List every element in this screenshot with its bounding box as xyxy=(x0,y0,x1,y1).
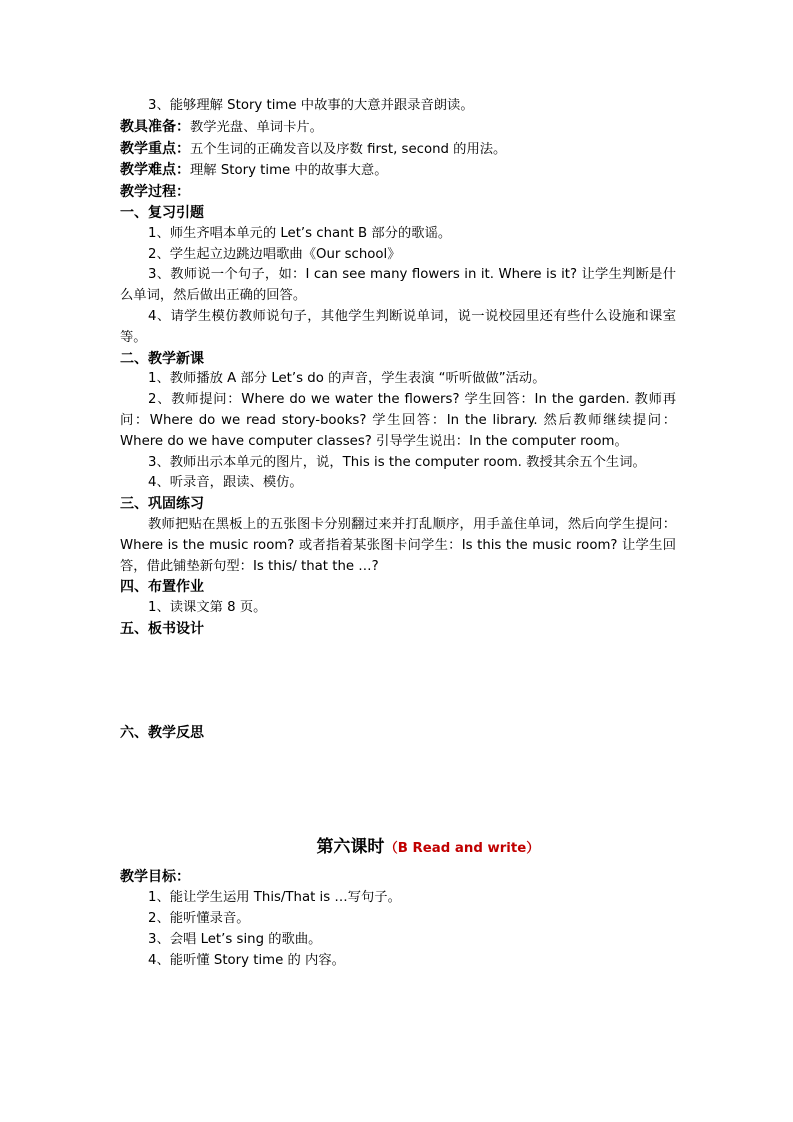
board-design-space xyxy=(120,640,676,723)
section-2-item-1: 1、教师播放 A 部分 Let’s do 的声音，学生表演 “听听做做”活动。 xyxy=(148,371,546,387)
difficult-points-text: 理解 Story time 中的故事大意。 xyxy=(190,163,388,179)
key-points-text: 五个生词的正确发音以及序数 first, second 的用法。 xyxy=(190,141,507,157)
section-1-item-4: 4、请学生模仿教师说句子，其他学生判断说单词，说一说校园里还有些什么设施和课室等。 xyxy=(120,308,676,345)
section-2-title: 二、教学新课 xyxy=(120,350,204,367)
key-points xyxy=(120,139,676,161)
section-1-item-3: 3、教师说一个句子，如：I can see many flowers in it. Where is it? 让学生判断是什么单词，然后做出正确的回答。 xyxy=(120,267,676,304)
goal-3: 3、能够理解 Story time 中故事的大意并跟录音朗读。 xyxy=(148,98,474,113)
process-label: 教学过程： xyxy=(120,184,190,201)
lesson-6-heading xyxy=(120,837,676,860)
section-6-title: 六、教学反思 xyxy=(120,724,204,741)
section-5-title: 五、板书设计 xyxy=(120,620,204,637)
section-1-title: 一、复习引题 xyxy=(120,204,204,221)
section-4-item-1: 1、读课文第 8 页。 xyxy=(148,600,267,616)
section-3-title: 三、巩固练习 xyxy=(120,496,204,513)
section-1-item-1: 1、师生齐唱本单元的 Let’s chant B 部分的歌谣。 xyxy=(148,225,452,241)
key-points-label: 教学重点： xyxy=(120,140,190,157)
teaching-aids-text: 教学光盘、单词卡片。 xyxy=(190,119,323,135)
section-2-item-3: 3、教师出示本单元的图片，说，This is the computer room. 教授其余五个生词。 xyxy=(148,454,646,470)
section-2-item-2: 2、教师提问：Where do we water the flowers? 学生回答：In the garden. 教师再问：Where do we read story-books? 学生回答：In the library. 然后教师继续提问：Where do we have computer classes? 引导学生说出：In the computer room。 xyxy=(120,392,676,449)
section-2-item-4: 4、听录音，跟读、模仿。 xyxy=(148,475,303,491)
lesson-6-subtitle: （B Read and write） xyxy=(384,840,540,856)
document-page xyxy=(120,96,676,971)
lesson-6-title: 第六课时 xyxy=(316,836,385,857)
difficult-points xyxy=(120,160,676,182)
lesson-6-goal-2: 2、能听懂录音。 xyxy=(148,910,250,926)
lesson-6-goal-4: 4、能听懂 Story time 的 内容。 xyxy=(148,952,345,968)
lesson-6-goals-label: 教学目标： xyxy=(120,869,190,886)
teaching-aids xyxy=(120,117,676,139)
reflection-space xyxy=(120,744,676,837)
teaching-aids-label: 教具准备： xyxy=(120,118,190,135)
section-1-item-2: 2、学生起立边跳边唱歌曲《Our school》 xyxy=(148,246,401,262)
heading-gap xyxy=(120,859,676,867)
lesson-6-goal-1: 1、能让学生运用 This/That is …写句子。 xyxy=(148,890,401,906)
section-4-title: 四、布置作业 xyxy=(120,579,204,596)
lesson-6-goal-3: 3、会唱 Let’s sing 的歌曲。 xyxy=(148,931,322,947)
section-3-text: 教师把贴在黑板上的五张图卡分别翻过来并打乱顺序，用手盖住单词，然后向学生提问：Where is the music room? 或者指着某张图卡问学生：Is this the music room? 让学生回答，借此铺垫新句型：Is this/ that the …? xyxy=(120,516,676,574)
difficult-points-label: 教学难点： xyxy=(120,162,190,179)
